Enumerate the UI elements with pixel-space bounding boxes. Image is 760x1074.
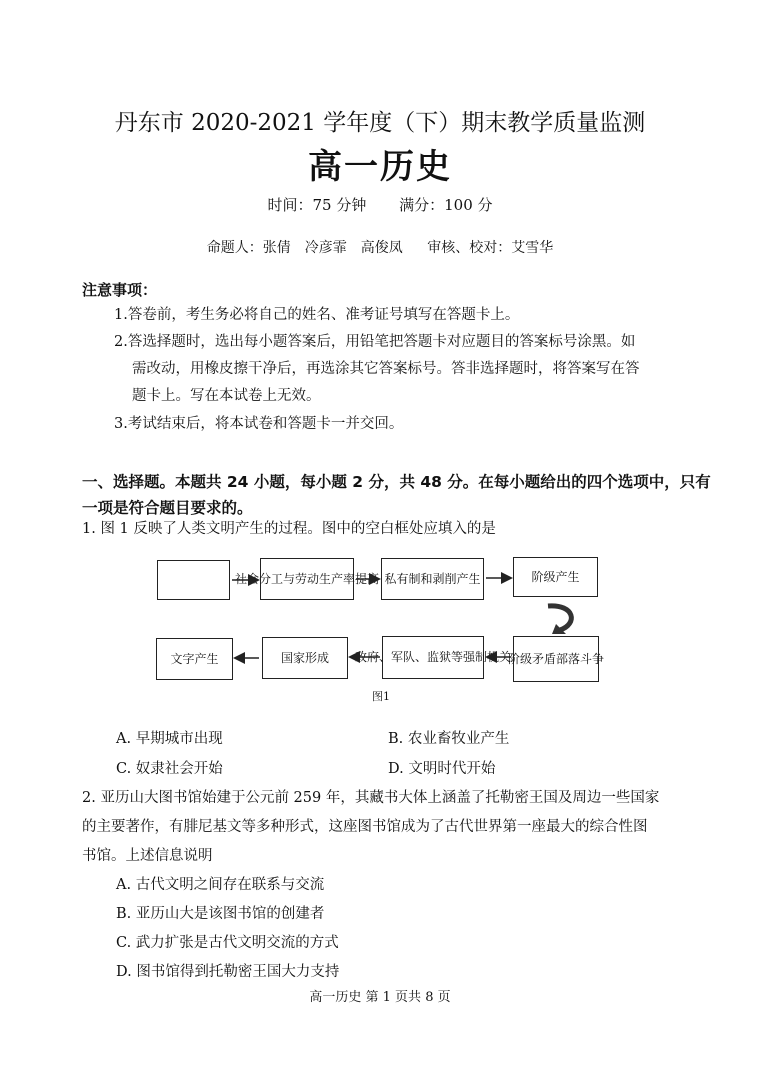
notice-item-2: 2.答选择题时，选出每小题答案后，用铅笔把答题卡对应题目的答案标号涂黑。如 xyxy=(114,334,636,350)
exam-score: 满分：100 分 xyxy=(399,196,493,214)
question-2-stem-line2: 的主要著作，有腓尼基文等多种形式，这座图书馆成为了古代世界第一座最大的综合性图 xyxy=(82,819,648,835)
notice-item-1: 1.答卷前，考生务必将自己的姓名、准考证号填写在答题卡上。 xyxy=(114,307,520,323)
flow-box-division-of-labor: 社会分工与劳动生产率提高 xyxy=(260,558,354,600)
q1-option-c: C. 奴隶社会开始 xyxy=(116,761,223,777)
q1-option-b: B. 农业畜牧业产生 xyxy=(388,731,510,747)
question-2-stem-line3: 书馆。上述信息说明 xyxy=(82,848,213,864)
q1-option-d: D. 文明时代开始 xyxy=(388,761,496,777)
exam-reviewer: 审核、校对：艾雪华 xyxy=(427,240,554,256)
exam-meta-authors xyxy=(0,237,760,257)
q2-option-d: D. 图书馆得到托勒密王国大力支持 xyxy=(116,964,340,980)
question-1-stem: 1. 图 1 反映了人类文明产生的过程。图中的空白框处应填入的是 xyxy=(82,521,496,537)
notice-item-2-cont: 需改动，用橡皮擦干净后，再选涂其它答案标号。答非选择题时，将答案写在答 xyxy=(132,361,640,377)
notice-heading: 注意事项： xyxy=(82,281,158,299)
flow-box-writing: 文字产生 xyxy=(156,638,233,680)
notice-item-3: 3.考试结束后，将本试卷和答题卡一并交回。 xyxy=(114,416,404,432)
q1-option-a: A. 早期城市出现 xyxy=(116,731,223,747)
flow-box-class-emergence: 阶级产生 xyxy=(513,557,598,597)
q2-option-b: B. 亚历山大是该图书馆的创建者 xyxy=(116,906,325,922)
exam-time: 时间：75 分钟 xyxy=(267,196,367,214)
flow-box-coercive-organs: 政府、军队、监狱等强制机关 xyxy=(382,636,484,679)
exam-authors: 命题人：张倩 冷彦霏 高俊凤 xyxy=(206,240,403,256)
q2-option-c: C. 武力扩张是古代文明交流的方式 xyxy=(116,935,339,951)
flow-box-class-conflict: 阶级矛盾部落斗争 xyxy=(513,636,599,682)
page-footer: 高一历史 第 1 页共 8 页 xyxy=(309,990,451,1005)
flow-box-blank xyxy=(157,560,230,600)
section-heading: 一、选择题。本题共 24 小题，每小题 2 分，共 48 分。在每小题给出的四个选项中，只有 xyxy=(82,473,711,491)
question-2-stem-line1: 2. 亚历山大图书馆始建于公元前 259 年，其藏书大体上涵盖了托勒密王国及周边一些国家 xyxy=(82,790,660,806)
curved-arrow-down xyxy=(548,606,571,630)
flow-box-private-ownership: 私有制和剥削产生 xyxy=(381,558,484,600)
section-heading-cont: 一项是符合题目要求的。 xyxy=(82,499,253,517)
exam-title: 丹东市 2020-2021 学年度（下）期末教学质量监测 xyxy=(114,110,646,136)
exam-subject: 高一历史 xyxy=(308,147,452,187)
q2-option-a: A. 古代文明之间存在联系与交流 xyxy=(116,877,325,893)
exam-meta-time-score xyxy=(0,194,760,215)
flow-box-state-formation: 国家形成 xyxy=(262,637,348,679)
figure-1-caption: 图1 xyxy=(372,690,390,703)
notice-item-2-cont2: 题卡上。写在本试卷上无效。 xyxy=(132,388,321,404)
